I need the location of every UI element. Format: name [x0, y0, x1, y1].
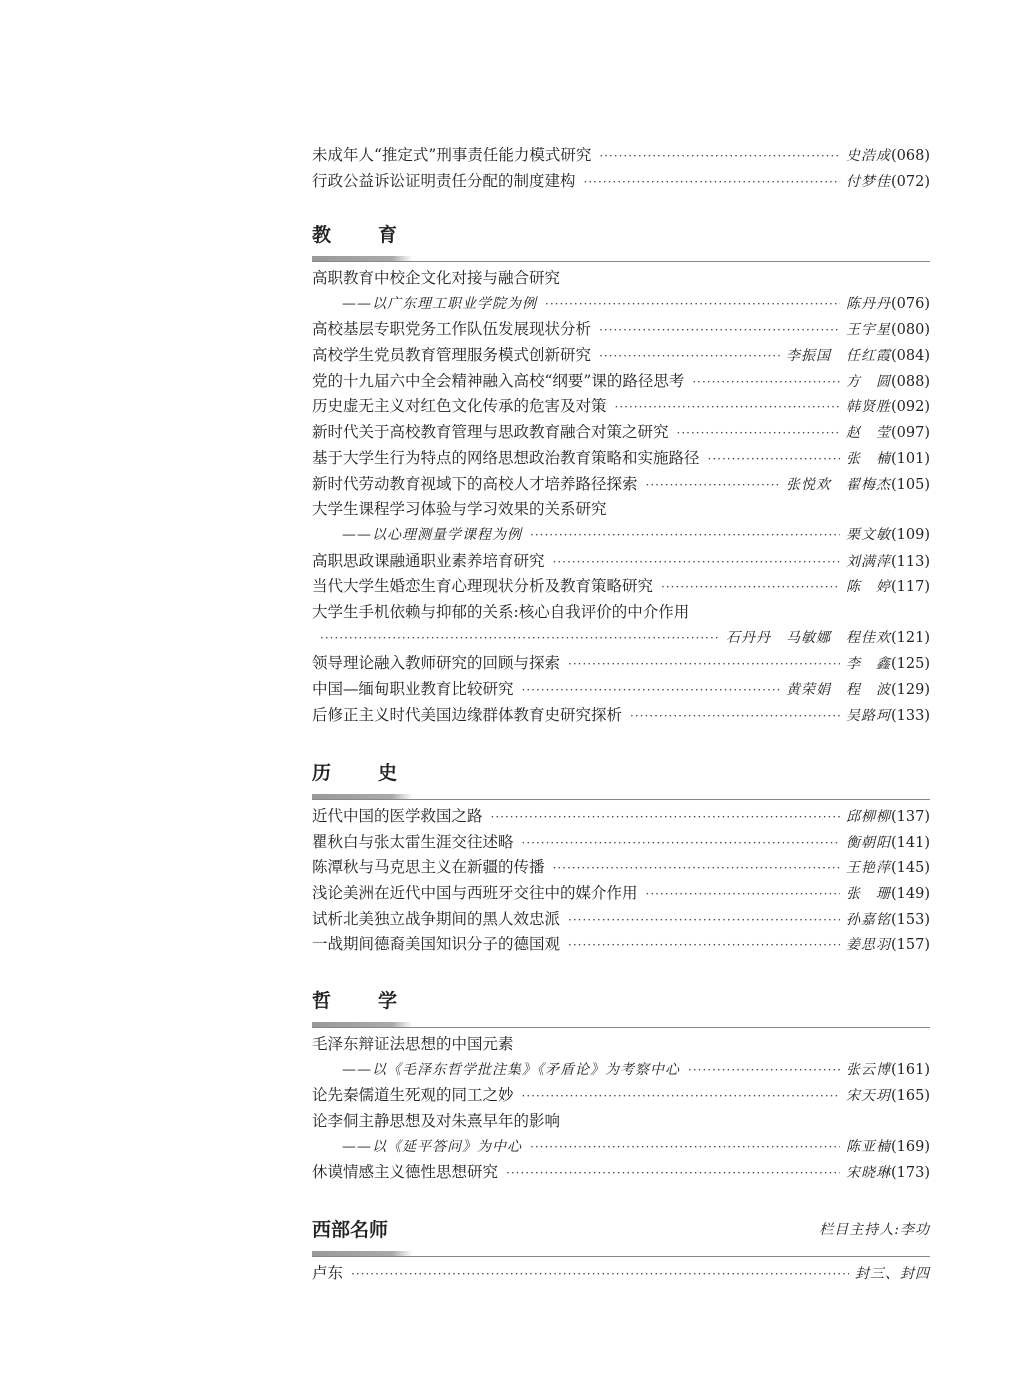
toc-entry[interactable] — [312, 394, 930, 420]
leader-dots — [530, 1135, 840, 1161]
entry-page: (157) — [891, 937, 930, 954]
entry-author: 孙嘉铭 — [846, 911, 891, 928]
entry-title: 党的十九届六中全会精神融入高校“纲要”课的路径思考 — [312, 371, 685, 390]
toc-entry[interactable] — [312, 1109, 930, 1135]
entry-page: (125) — [891, 656, 930, 673]
toc-entry[interactable] — [312, 855, 930, 881]
entry-title: 高职教育中校企文化对接与融合研究 — [312, 269, 561, 287]
entry-page: (113) — [891, 553, 930, 570]
leader-dots — [615, 395, 840, 421]
entry-title: 试析北美独立战争期间的黑人效忠派 — [312, 909, 561, 928]
leader-dots — [568, 908, 840, 934]
entry-title: 瞿秋白与张太雷生涯交往述略 — [312, 832, 514, 851]
toc-entry[interactable] — [312, 292, 930, 318]
entry-page: (145) — [891, 860, 930, 877]
entry-author: 陈丹丹 — [846, 295, 891, 312]
entry-subtitle: ——以《毛泽东哲学批注集》《矛盾论》为考察中心 — [342, 1061, 680, 1078]
entry-author: 宋天玥 — [846, 1088, 891, 1105]
entry-author: 李振国 任红霞 — [786, 348, 891, 365]
entry-title: 一战期间德裔美国知识分子的德国观 — [312, 935, 561, 954]
toc-entry[interactable] — [312, 677, 930, 703]
entry-author: 栗文敏 — [846, 526, 891, 543]
entry-page: (109) — [891, 526, 930, 543]
entry-list — [312, 1032, 930, 1186]
toc-entry[interactable] — [312, 651, 930, 677]
leader-dots — [688, 1058, 840, 1084]
leader-dots — [599, 344, 780, 370]
leader-dots — [630, 704, 840, 730]
section-education — [312, 222, 930, 728]
leader-dots — [692, 370, 840, 396]
entry-title: 浅论美洲在近代中国与西班牙交往中的媒介作用 — [312, 884, 638, 903]
entry-title: 休谟情感主义德性思想研究 — [312, 1163, 499, 1182]
entry-author: 张 楠 — [846, 450, 891, 467]
entry-author: 史浩成 — [846, 148, 891, 164]
entry-title: 大学生手机依赖与抑郁的关系:核心自我评价的中介作用 — [312, 602, 690, 621]
entry-author: 陈 婷 — [846, 579, 891, 596]
toc-entry[interactable] — [312, 703, 930, 729]
entry-page: (129) — [891, 682, 930, 698]
entry-page: (068) — [891, 148, 930, 164]
entry-page: (165) — [891, 1088, 930, 1105]
entry-author: 姜思羽 — [846, 937, 891, 954]
entry-author: 张 珊 — [846, 886, 891, 903]
toc-entry[interactable] — [312, 830, 930, 856]
entry-author: 邱柳柳 — [846, 809, 891, 825]
leader-dots — [530, 523, 840, 549]
entry-list — [312, 1261, 930, 1287]
entry-author: 陈亚楠 — [846, 1138, 891, 1155]
leader-dots — [553, 550, 840, 576]
leader-dots — [506, 1161, 840, 1187]
entry-subtitle: ——以心理测量学课程为例 — [342, 526, 522, 543]
entry-title: 陈潭秋与马克思主义在新疆的传播 — [312, 858, 545, 877]
entry-title: 高校基层专职党务工作队伍发展现状分析 — [312, 320, 592, 339]
entry-page: (169) — [891, 1138, 930, 1155]
entry-page: (153) — [891, 911, 930, 928]
entry-list — [312, 804, 930, 958]
entry-page: (101) — [891, 450, 930, 467]
entry-author: 韩贤胜 — [846, 399, 891, 416]
entry-author: 方 圆 — [846, 373, 891, 390]
entry-title: 基于大学生行为特点的网络思想政治教育策略和实施路径 — [312, 448, 700, 467]
entry-title: 新时代关于高校教育管理与思政教育融合对策之研究 — [312, 423, 669, 442]
leader-dots — [708, 447, 840, 473]
entry-title: 论先秦儒道生死观的同工之妙 — [312, 1086, 514, 1105]
entry-author: 衡朝阳 — [846, 834, 891, 851]
entry-subtitle: ——以《延平答问》为中心 — [342, 1138, 522, 1155]
entry-title: 高校学生党员教育管理服务模式创新研究 — [312, 346, 592, 365]
leader-dots — [553, 856, 840, 882]
section-history — [312, 760, 930, 958]
entry-page: (149) — [891, 886, 930, 903]
entry-page: (097) — [891, 425, 930, 442]
entry-page: (137) — [891, 809, 930, 825]
entry-author: 张悦欢 翟梅杰 — [786, 476, 891, 493]
entry-title: 论李侗主静思想及对朱熹早年的影响 — [312, 1112, 561, 1131]
entry-list — [312, 266, 930, 728]
entry-title: 历史虚无主义对红色文化传承的危害及对策 — [312, 397, 607, 416]
section-heading: 教 育 — [312, 224, 412, 246]
entry-title: 新时代劳动教育视域下的高校人才培养路径探索 — [312, 474, 638, 493]
toc-entry[interactable] — [312, 446, 930, 472]
leader-dots — [545, 292, 840, 318]
section-rule — [312, 254, 930, 262]
entry-title: 行政公益诉讼证明责任分配的制度建构 — [312, 171, 576, 190]
leader-dots — [599, 144, 840, 170]
toc-entry[interactable] — [312, 907, 930, 933]
entry-author: 赵 莹 — [846, 425, 891, 442]
toc-entry[interactable] — [312, 420, 930, 446]
toc-entry[interactable] — [312, 497, 930, 523]
toc-entry[interactable] — [312, 143, 930, 169]
leader-dots — [568, 933, 840, 959]
toc-entry[interactable] — [312, 626, 930, 652]
entry-page: (117) — [891, 579, 930, 596]
entry-title: 领导理论融入教师研究的回顾与探索 — [312, 654, 561, 673]
section-heading: 历 史 — [312, 762, 412, 784]
toc-entry[interactable] — [312, 169, 930, 195]
entry-title: 未成年人“推定式”刑事责任能力模式研究 — [312, 146, 592, 164]
toc-entry[interactable] — [312, 932, 930, 958]
toc-entry[interactable] — [312, 574, 930, 600]
leader-dots — [568, 652, 840, 678]
entry-title: 卢东 — [312, 1264, 344, 1282]
toc-entry[interactable] — [312, 804, 930, 830]
entry-page: (105) — [891, 476, 930, 493]
entry-author: 王宇星 — [846, 322, 891, 339]
leader-dots — [599, 318, 840, 344]
section-rule — [312, 792, 930, 800]
toc-entry[interactable] — [312, 600, 930, 626]
leader-dots — [661, 575, 840, 601]
toc-entry[interactable] — [312, 549, 930, 575]
entry-author: 宋晓琳 — [846, 1165, 891, 1182]
entry-page: (173) — [891, 1165, 930, 1182]
leader-dots — [320, 626, 720, 652]
leader-dots — [351, 1262, 849, 1288]
entry-author: 封三、封四 — [855, 1266, 930, 1282]
toc-entry[interactable] — [312, 1083, 930, 1109]
entry-author: 吴路珂 — [846, 707, 891, 724]
toc-entry[interactable] — [312, 1058, 930, 1084]
leader-dots — [584, 170, 840, 196]
column-host: 栏目主持人:李功 — [819, 1222, 930, 1238]
entry-page: (080) — [891, 322, 930, 339]
entry-title: 中国—缅甸职业教育比较研究 — [312, 680, 514, 698]
toc-entry[interactable] — [312, 317, 930, 343]
leader-dots — [491, 805, 840, 831]
entry-author: 刘满萍 — [846, 553, 891, 570]
toc-entry[interactable] — [312, 369, 930, 395]
entry-page: (076) — [891, 295, 930, 312]
entry-title: 近代中国的医学救国之路 — [312, 807, 483, 825]
entry-page: (121) — [891, 629, 930, 646]
entry-page: (084) — [891, 348, 930, 365]
entry-author: 石丹丹 马敏娜 程佳欢 — [726, 629, 891, 646]
toc-entry[interactable] — [312, 1160, 930, 1186]
section-heading: 西部名师 — [312, 1219, 389, 1241]
entry-author: 李 鑫 — [846, 656, 891, 673]
section-rule — [312, 1020, 930, 1028]
section-philosophy — [312, 988, 930, 1186]
leader-dots — [646, 882, 840, 908]
top-entries — [312, 143, 930, 194]
toc-entry[interactable] — [312, 1032, 930, 1058]
entry-page: (133) — [891, 707, 930, 724]
leader-dots — [522, 678, 780, 704]
toc-entry[interactable] — [312, 266, 930, 292]
leader-dots — [522, 831, 840, 857]
entry-page: (161) — [891, 1061, 930, 1078]
section-western-masters — [312, 1217, 930, 1287]
toc-entry[interactable] — [312, 343, 930, 369]
leader-dots — [646, 473, 780, 499]
toc-entry[interactable] — [312, 881, 930, 907]
toc-entry[interactable] — [312, 523, 930, 549]
entry-page: (088) — [891, 373, 930, 390]
toc-entry[interactable] — [312, 1135, 930, 1161]
toc-entry[interactable] — [312, 1261, 930, 1287]
entry-title: 当代大学生婚恋生育心理现状分析及教育策略研究 — [312, 577, 654, 596]
entry-title: 大学生课程学习体验与学习效果的关系研究 — [312, 500, 607, 519]
section-heading: 哲 学 — [312, 990, 412, 1012]
entry-subtitle: ——以广东理工职业学院为例 — [342, 295, 537, 312]
entry-page: (092) — [891, 399, 930, 416]
entry-title: 后修正主义时代美国边缘群体教育史研究探析 — [312, 705, 623, 724]
leader-dots — [522, 1084, 840, 1110]
entry-title: 高职思政课融通职业素养培育研究 — [312, 551, 545, 570]
entry-author: 张云博 — [846, 1061, 891, 1078]
entry-author: 付梦佳 — [846, 173, 891, 190]
entry-author: 王艳萍 — [846, 860, 891, 877]
entry-page: (141) — [891, 834, 930, 851]
entry-title: 毛泽东辩证法思想的中国元素 — [312, 1035, 514, 1053]
entry-page: (072) — [891, 173, 930, 190]
leader-dots — [677, 421, 840, 447]
section-rule — [312, 1249, 930, 1257]
toc-entry[interactable] — [312, 472, 930, 498]
entry-author: 黄荣娟 程 波 — [786, 682, 891, 698]
